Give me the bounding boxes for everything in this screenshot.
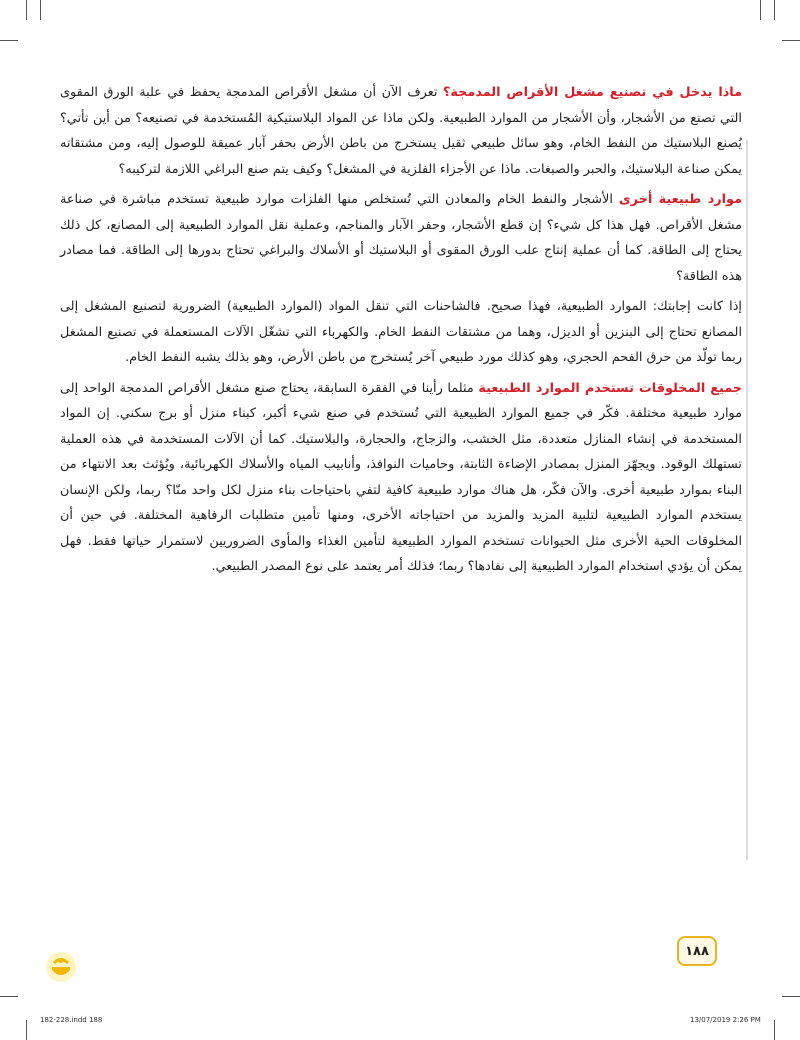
footer-datetime: 13/07/2019 2:26 PM bbox=[690, 1016, 761, 1024]
paragraph-heading: موارد طبيعية أخرى bbox=[618, 192, 743, 207]
paragraph-body: تعرف الآن أن مشغل الأقراص المدمجة يحفظ في علبة الورق المقوى التي تصنع من الأشجار، وأن الأشجار من الموارد الطبيعية. ولكن ماذا عن المواد البلاستيكية المُستخدمة في تصنيعه؟ من أين تأتي؟ يُصنع البلاستيك من النفط الخام، وهو سائل طبيعي ثقيل يستخرج من باطن الأرض بحفر آبار عميقة للوصول إليه، ومن مشتقاته يمكن صناعة البلاستيك، والحبر والصبغات. ماذا عن الأجزاء الفلزية في المشغل؟ وكيف يتم صنع البراغي اللازمة لتركيبه؟ bbox=[60, 85, 742, 177]
crop-mark bbox=[774, 0, 775, 20]
crop-mark bbox=[0, 40, 18, 41]
paragraph-body: مثلما رأينا في الفقرة السابقة، يحتاج صنع مشغل الأقراص المدمجة الواحد إلى موارد طبيعية مختلفة. فكّر في جميع الموارد الطبيعية التي تُستخدم في صنع شيء أكبر، كبناء منزل أو برج سكني. إن المواد المستخدمة في إنشاء المنازل متعددة، مثل الخشب، والزجاج، والحجارة، والبلاستيك. كما أن الآلات المستخدمة في هذه العملية تستهلك الوقود. ويجهّز المنزل بمصادر الإضاءة الثابتة، وحاميات النوافذ، وأنابيب المياه والأسلاك الكهربائية، ويُؤثث بعد الانتهاء من البناء بموارد طبيعية أخرى. والآن فكّر، هل هناك موارد طبيعية كافية لتفي باحتياجات بناء منزل لكل واحد منّا؟ ربما، ولكن الإنسان يستخدم الموارد الطبيعية لتلبية المزيد والمزيد من احتياجاته الأخرى، ومنها تأمين متطلبات الرفاهية المختلفة. في حين أن المخلوقات الحية الأخرى مثل الحيوانات تستخدم الموارد الطبيعية لتأمين الغذاء والمأوى الضروريين لاستمرار حياتها فقط. فهل يمكن أن يؤدي استخدام الموارد الطبيعية إلى نفادها؟ ربما؛ فذلك أمر يعتمد على نوع المصدر الطبيعي. bbox=[60, 380, 742, 574]
body-text bbox=[60, 80, 742, 585]
margin-rule bbox=[746, 140, 748, 860]
page-number: ١٨٨ bbox=[677, 936, 717, 966]
crop-mark bbox=[26, 0, 27, 20]
crop-mark bbox=[760, 0, 761, 20]
crop-mark bbox=[782, 40, 800, 41]
paragraph bbox=[60, 294, 742, 371]
crop-mark bbox=[782, 996, 800, 997]
paragraph-body: الأشجار والنفط الخام والمعادن التي تُستخلص منها الفلزات موارد طبيعية تستخدم مباشرة في صناعة مشغل الأقراص. فهل هذا كل شيء؟ إن قطع الأشجار، وحفر الآبار والمناجم، وعملية نقل الموارد الطبيعية إلى المصانع، كل ذلك يحتاج إلى الطاقة. كما أن عملية إنتاج علب الورق المقوى أو البلاستيك أو الأسلاك والبراغي تحتاج بدورها إلى الطاقة. فما مصادر هذه الطاقة؟ bbox=[60, 192, 742, 284]
crop-mark bbox=[774, 1020, 775, 1040]
paragraph-heading: جميع المخلوقات تستخدم الموارد الطبيعية bbox=[478, 380, 743, 396]
paragraph bbox=[60, 187, 742, 289]
crop-mark bbox=[26, 1020, 27, 1040]
footer-file-name: 182-228.indd 188 bbox=[40, 1016, 103, 1024]
paragraph bbox=[60, 80, 742, 182]
paragraph-heading: ماذا يدخل في تصنيع مشغل الأقراص المدمجة؟ bbox=[443, 85, 743, 100]
paragraph-body: إذا كانت إجابتك: الموارد الطبيعية، فهذا صحيح. فالشاحنات التي تنقل المواد (الموارد الطبيعية) الضرورية لتصنيع المشغل إلى المصانع تحتاج إلى البنزين أو الديزل، وهما من مشتقات النفط الخام. والكهرباء التي تشغّل الآلات المستعملة في تصنيع المشغل ربما تولّد من حرق الفحم الحجري، وهو كذلك مورد طبيعي آخر يُستخرج من باطن الأرض، وهو بذلك يشبه النفط الخام. bbox=[60, 299, 742, 365]
crop-mark bbox=[0, 996, 18, 997]
publisher-logo-icon bbox=[44, 950, 78, 984]
crop-mark bbox=[40, 0, 41, 20]
paragraph bbox=[60, 376, 742, 580]
